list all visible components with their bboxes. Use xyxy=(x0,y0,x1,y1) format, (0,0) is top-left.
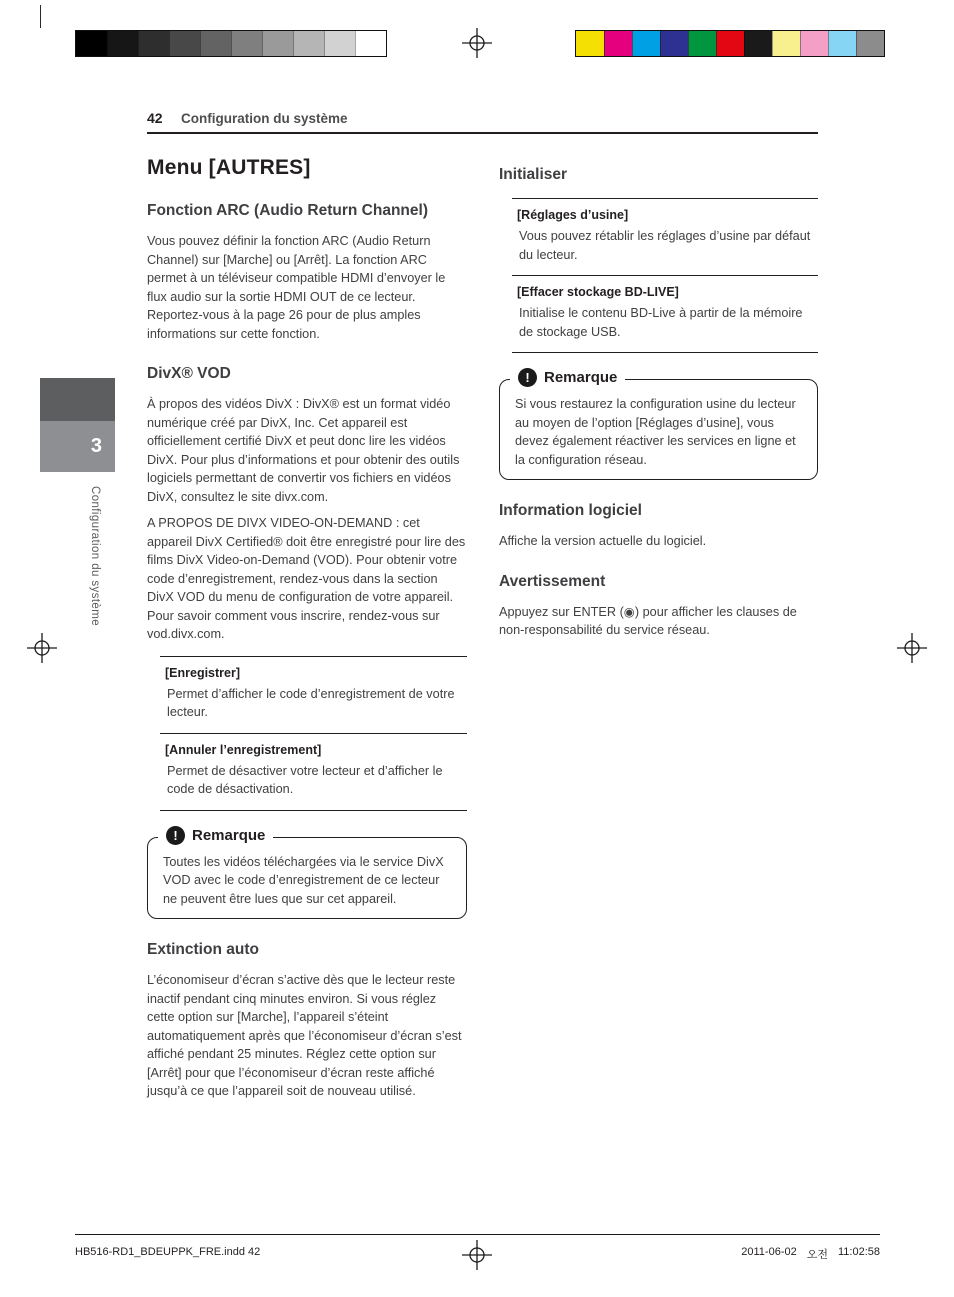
paragraph-arc: Vous pouvez définir la fonction ARC (Audio Return Channel) sur [Marche] ou [Arrêt]. La fonction ARC permet à un téléviseur compatible HDMI d’envoyer le flux audio sur la sortie HDMI OUT de ce lecteur. Reportez-vous à la page 26 pour de plus amples informations sur cette fonction. xyxy=(147,234,446,341)
note-box-initialize xyxy=(499,369,818,480)
page-number: 42 xyxy=(147,110,163,126)
footer-filename: HB516-RD1_BDEUPPK_FRE.indd 42 xyxy=(75,1246,261,1258)
paragraph-auto-power-off: L’économiseur d’écran s’active dès que le lecteur reste inactif pendant cinq minutes environ. Si vous réglez cette option sur [Marche], l’appareil s’éteint automatiquement après que l’économiseur d’écran s’est affiché pendant 25 minutes. Réglez cette option sur [Arrêt] pour que l’économiseur d’écran reste affiché jusqu’à ce que l’appareil soit de nouveau utilisé. xyxy=(147,973,462,1098)
exclamation-icon: ! xyxy=(166,826,185,845)
right-column xyxy=(499,156,818,1109)
chapter-tab-top xyxy=(40,378,115,421)
grayscale-calibration-bar xyxy=(75,30,387,57)
option-description: Vous pouvez rétablir les réglages d’usine par défaut du lecteur. xyxy=(519,229,811,262)
paragraph-divx-about: À propos des vidéos DivX : DivX® est un format vidéo numérique créé par DivX, Inc. Cet appareil est officiellement certifié DivX et peut donc lire les vidéos DivX. Pour plus d’informations et pour obtenir des outils logiciels permettant de convertir vos fichiers en vidéos DivX, consultez le site divx.com. xyxy=(147,397,460,504)
option-term: [Réglages d’usine] xyxy=(517,208,629,222)
header-rule xyxy=(147,132,818,134)
page-title: Menu [AUTRES] xyxy=(147,156,311,179)
note-box-divx xyxy=(147,826,467,920)
note-title: Remarque xyxy=(192,826,266,844)
option-description: Initialise le contenu BD-Live à partir de la mémoire de stockage USB. xyxy=(519,306,803,339)
registration-mark-left xyxy=(27,633,57,663)
footer-ampm: 오전 xyxy=(806,1249,828,1261)
note-title: Remarque xyxy=(544,369,618,386)
registration-mark-top xyxy=(462,28,492,58)
initialize-options-list xyxy=(512,198,818,353)
heading-software-info: Information logiciel xyxy=(499,502,642,519)
option-term: [Effacer stockage BD-LIVE] xyxy=(517,285,679,299)
heading-disclaimer: Avertissement xyxy=(499,572,606,590)
content-columns xyxy=(147,156,818,1109)
option-description: Permet de désactiver votre lecteur et d’afficher le code de désactivation. xyxy=(167,763,443,796)
option-description: Permet d’afficher le code d’enregistrement de votre lecteur. xyxy=(167,686,455,719)
footer-time: 11:02:58 xyxy=(837,1246,880,1258)
paragraph-divx-vod: A PROPOS DE DIVX VIDEO-ON-DEMAND : cet appareil DivX Certified® doit être enregistré pour lire des films DivX Video-on-Demand (VOD). Pour obtenir votre code d’enregistrement, rendez-vous dans la section DivX VOD du menu de configuration de votre appareil. Pour savoir comment vous inscrire, rendez-vous sur vod.divx.com. xyxy=(147,516,466,641)
list-item xyxy=(512,198,818,275)
section-header: Configuration du système xyxy=(181,111,348,126)
heading-arc: Fonction ARC (Audio Return Channel) xyxy=(147,202,428,219)
paragraph-software-info: Affiche la version actuelle du logiciel. xyxy=(499,534,707,548)
footer-timestamp xyxy=(741,1246,880,1262)
note-text: Si vous restaurez la configuration usine du lecteur au moyen de l’option [Réglages d’usine], vous devez également réactiver les services en ligne et la configuration réseau. xyxy=(515,397,796,467)
registration-mark-bottom xyxy=(462,1240,492,1270)
heading-auto-power-off: Extinction auto xyxy=(147,941,259,958)
footer-date: 2011-06-02 xyxy=(741,1246,797,1258)
chapter-vertical-label: Configuration du système xyxy=(89,486,101,627)
list-item xyxy=(160,656,467,733)
note-header xyxy=(510,368,625,387)
heading-initialize: Initialiser xyxy=(499,166,568,183)
option-term: [Enregistrer] xyxy=(165,665,241,680)
note-header xyxy=(158,826,273,845)
list-item xyxy=(512,275,818,352)
option-term: [Annuler l’enregistrement] xyxy=(165,742,322,757)
divx-options-list xyxy=(160,656,467,811)
paragraph-disclaimer: Appuyez sur ENTER (◉) pour afficher les clauses de non-responsabilité du service réseau. xyxy=(499,604,797,637)
footer-rule xyxy=(75,1234,880,1235)
color-calibration-bar xyxy=(575,30,885,57)
list-item xyxy=(160,733,467,810)
registration-mark-right xyxy=(897,633,927,663)
heading-divx-vod: DivX® VOD xyxy=(147,365,231,382)
left-column xyxy=(147,156,467,1109)
chapter-tab-number: 3 xyxy=(40,421,115,472)
crop-mark xyxy=(40,5,41,28)
note-text: Toutes les vidéos téléchargées via le service DivX VOD avec le code d’enregistrement de ce lecteur ne peuvent être lues que sur cet appareil. xyxy=(163,854,444,906)
exclamation-icon: ! xyxy=(518,368,537,387)
